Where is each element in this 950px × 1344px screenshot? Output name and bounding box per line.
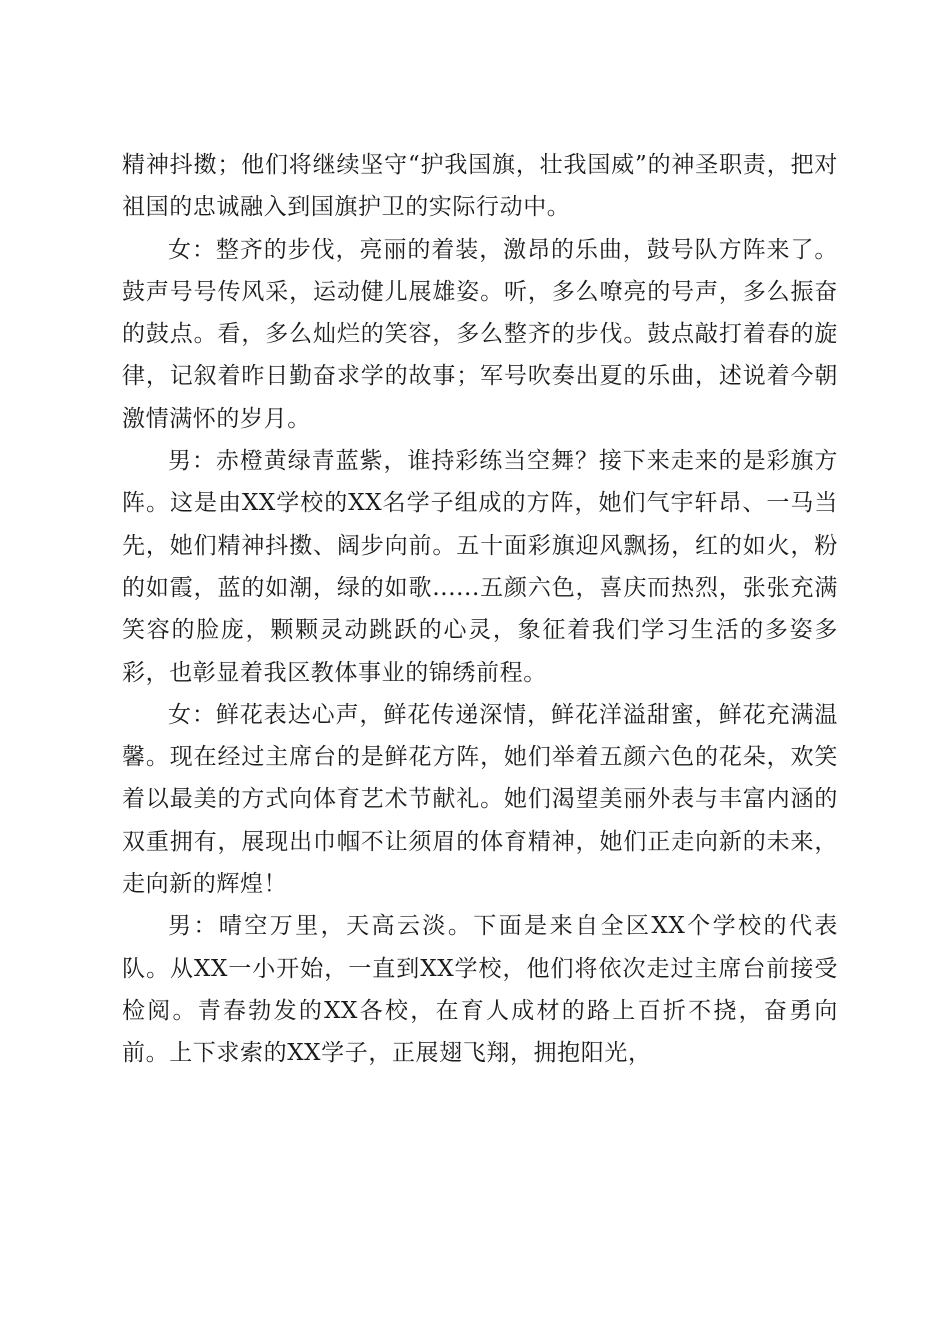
paragraph-continuation: 精神抖擞；他们将继续坚守“护我国旗，壮我国威”的神圣职责，把对祖国的忠诚融入到国旗护卫的实际行动中。 (122, 152, 838, 221)
document-page (122, 144, 838, 1075)
paragraph-school-teams: 男：晴空万里，天高云淡。下面是来自全区XX个学校的代表队。从XX一小开始，一直到XX学校，他们将依次走过主席台前接受检阅。青春勃发的XX各校，在育人成材的路上百折不挠，奋勇向前。上下求索的XX学子，正展翅飞翔，拥抱阳光， (122, 913, 838, 1067)
paragraph-flower-formation: 女：鲜花表达心声，鲜花传递深情，鲜花洋溢甜蜜，鲜花充满温馨。现在经过主席台的是鲜花方阵，她们举着五颜六色的花朵，欢笑着以最美的方式向体育艺术节献礼。她们渴望美丽外表与丰富内涵的双重拥有，展现出巾帼不让须眉的体育精神，她们正走向新的未来，走向新的辉煌！ (122, 701, 838, 898)
paragraph-drum-corps: 女：整齐的步伐，亮丽的着装，激昂的乐曲，鼓号队方阵来了。鼓声号号传风采，运动健儿展雄姿。听，多么嘹亮的号声，多么振奋的鼓点。看，多么灿烂的笑容，多么整齐的步伐。鼓点敲打着春的旋律，记叙着昨日勤奋求学的故事；军号吹奏出夏的乐曲，述说着今朝激情满怀的岁月。 (122, 236, 838, 432)
paragraph-flag-formation: 男：赤橙黄绿青蓝紫，谁持彩练当空舞？接下来走来的是彩旗方阵。这是由XX学校的XX名学子组成的方阵，她们气宇轩昂、一马当先，她们精神抖擞、阔步向前。五十面彩旗迎风飘扬，红的如火，粉的如霞，蓝的如潮，绿的如歌......五颜六色，喜庆而热烈，张张充满笑容的脸庞，颗颗灵动跳跃的心灵，象征着我们学习生活的多姿多彩，也彰显着我区教体事业的锦绣前程。 (122, 448, 838, 686)
